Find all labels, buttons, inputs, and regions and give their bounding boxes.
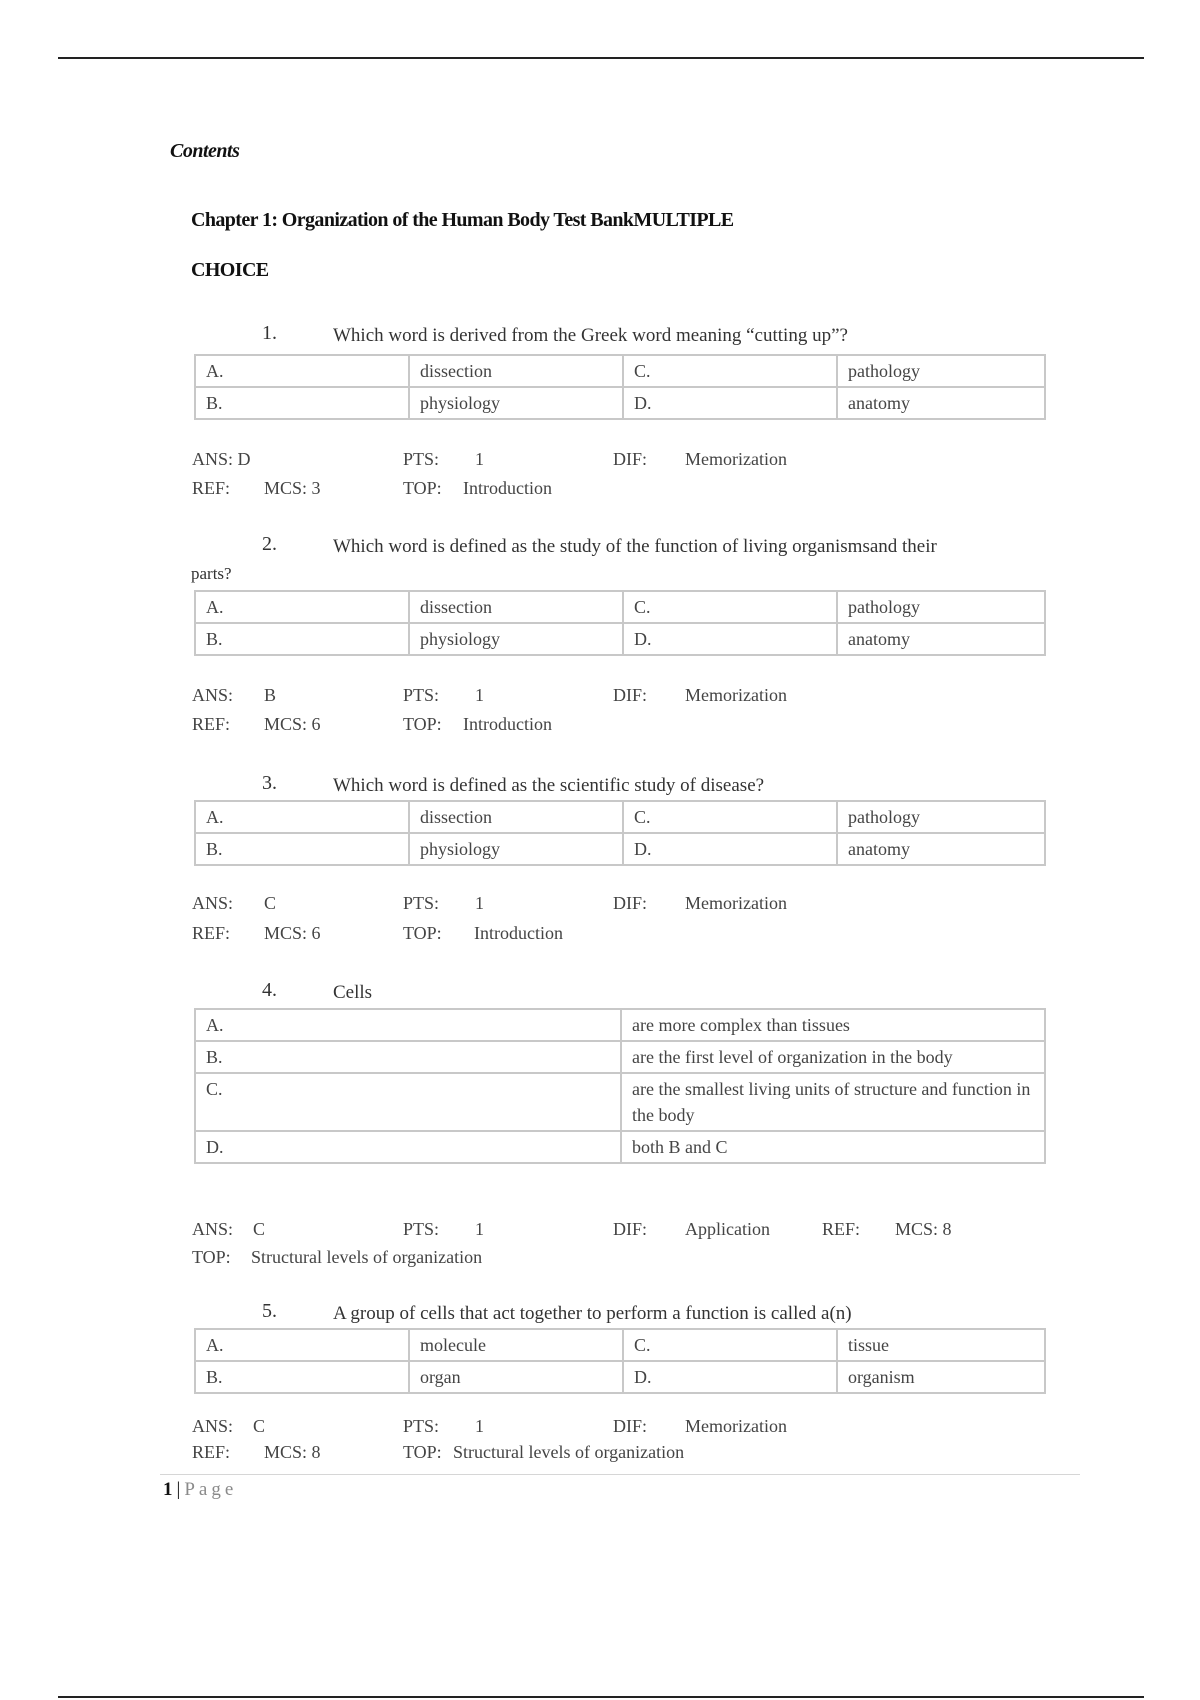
option-label: D. — [623, 387, 837, 419]
option-label: A. — [195, 591, 409, 623]
answer: B — [264, 685, 277, 705]
option-text: are the first level of organization in the body — [621, 1041, 1045, 1073]
points: 1 — [475, 449, 484, 469]
question-number: 2. — [262, 533, 277, 555]
reference-label: REF: — [192, 1442, 231, 1462]
option-label: D. — [195, 1131, 621, 1163]
reference: MCS: 8 — [895, 1219, 952, 1239]
options-table — [194, 590, 1046, 656]
difficulty-label: DIF: — [613, 893, 648, 913]
difficulty-label: DIF: — [613, 1219, 648, 1239]
option-label: B. — [195, 1041, 621, 1073]
points: 1 — [475, 1416, 484, 1436]
points: 1 — [475, 893, 484, 913]
question-number: 4. — [262, 979, 277, 1001]
options-row — [195, 591, 1045, 623]
reference: MCS: 6 — [264, 923, 321, 943]
reference: MCS: 6 — [264, 714, 321, 734]
difficulty-label: DIF: — [613, 449, 648, 469]
topic-label: TOP: — [192, 1247, 231, 1267]
topic: Structural levels of organization — [251, 1247, 483, 1267]
question-text: Cells — [333, 982, 373, 1003]
option-text: anatomy — [837, 623, 1045, 655]
options-row — [195, 833, 1045, 865]
topic-label: TOP: — [403, 478, 442, 498]
reference: MCS: 8 — [264, 1442, 321, 1462]
topic: Structural levels of organization — [453, 1442, 685, 1462]
option-label: B. — [195, 833, 409, 865]
topic-label: TOP: — [403, 1442, 442, 1462]
option-text: anatomy — [837, 833, 1045, 865]
difficulty: Memorization — [685, 1416, 787, 1436]
option-label: C. — [195, 1073, 621, 1131]
options-row — [195, 1329, 1045, 1361]
option-text: dissection — [409, 591, 623, 623]
option-text: are the smallest living units of structure and function in the body — [621, 1073, 1045, 1131]
option-text: organ — [409, 1361, 623, 1393]
points-label: PTS: — [403, 449, 440, 469]
option-label: D. — [623, 833, 837, 865]
options-table — [194, 1328, 1046, 1394]
reference-label: REF: — [192, 478, 231, 498]
page-number: 1 — [163, 1479, 173, 1500]
option-label: B. — [195, 1361, 409, 1393]
footer-divider — [160, 1474, 1080, 1475]
bottom-rule — [58, 1696, 1144, 1698]
points-label: PTS: — [403, 1219, 440, 1239]
page-label: Page — [184, 1479, 238, 1500]
option-text: physiology — [409, 833, 623, 865]
question-number: 3. — [262, 772, 277, 794]
option-text: physiology — [409, 623, 623, 655]
question-number: 1. — [262, 322, 277, 344]
reference-label: REF: — [192, 923, 231, 943]
contents-heading: Contents — [170, 140, 240, 162]
option-label: C. — [623, 591, 837, 623]
option-text: are more complex than tissues — [621, 1009, 1045, 1041]
options-table — [194, 354, 1046, 420]
topic: Introduction — [474, 923, 563, 943]
question-text-continued: parts? — [191, 564, 232, 583]
difficulty-label: DIF: — [613, 685, 648, 705]
answer-label: ANS: — [192, 893, 234, 913]
options-row — [195, 801, 1045, 833]
option-text: both B and C — [621, 1131, 1045, 1163]
reference-label: REF: — [192, 714, 231, 734]
option-text: physiology — [409, 387, 623, 419]
option-label: D. — [623, 623, 837, 655]
page-footer — [163, 1479, 237, 1501]
option-text: anatomy — [837, 387, 1045, 419]
difficulty: Memorization — [685, 685, 787, 705]
option-label: A. — [195, 1009, 621, 1041]
option-text: organism — [837, 1361, 1045, 1393]
answer: C — [253, 1416, 266, 1436]
answer: C — [253, 1219, 266, 1239]
question-text: Which word is defined as the scientific study of disease? — [333, 775, 765, 796]
options-row — [195, 1073, 1045, 1131]
options-row — [195, 623, 1045, 655]
options-table — [194, 800, 1046, 866]
answer-label: ANS: — [192, 1416, 234, 1436]
difficulty: Memorization — [685, 893, 787, 913]
reference-label: REF: — [822, 1219, 861, 1239]
answer: ANS: D — [192, 449, 251, 469]
option-text: molecule — [409, 1329, 623, 1361]
question-number: 5. — [262, 1300, 277, 1322]
option-label: A. — [195, 355, 409, 387]
topic: Introduction — [463, 478, 552, 498]
option-text: tissue — [837, 1329, 1045, 1361]
footer-separator: | — [176, 1479, 181, 1500]
options-table — [194, 1008, 1046, 1164]
options-row — [195, 1131, 1045, 1163]
points-label: PTS: — [403, 685, 440, 705]
option-text: pathology — [837, 801, 1045, 833]
options-row — [195, 355, 1045, 387]
options-row — [195, 387, 1045, 419]
points: 1 — [475, 685, 484, 705]
option-label: C. — [623, 801, 837, 833]
reference: MCS: 3 — [264, 478, 321, 498]
question-text: Which word is derived from the Greek word meaning “cutting up”? — [333, 325, 848, 346]
option-label: D. — [623, 1361, 837, 1393]
topic: Introduction — [463, 714, 552, 734]
option-label: A. — [195, 1329, 409, 1361]
option-text: dissection — [409, 801, 623, 833]
difficulty: Memorization — [685, 449, 787, 469]
difficulty-label: DIF: — [613, 1416, 648, 1436]
options-row — [195, 1009, 1045, 1041]
chapter-title: Chapter 1: Organization of the Human Body Test BankMULTIPLE CHOICE — [191, 209, 734, 281]
options-row — [195, 1361, 1045, 1393]
option-label: B. — [195, 623, 409, 655]
option-label: C. — [623, 355, 837, 387]
question-text: Which word is defined as the study of the function of living organismsand their — [333, 536, 937, 557]
option-text: pathology — [837, 591, 1045, 623]
answer: C — [264, 893, 277, 913]
topic-label: TOP: — [403, 714, 442, 734]
points: 1 — [475, 1219, 484, 1239]
difficulty: Application — [685, 1219, 770, 1239]
answer-label: ANS: — [192, 685, 234, 705]
option-text: pathology — [837, 355, 1045, 387]
option-label: C. — [623, 1329, 837, 1361]
question-text: A group of cells that act together to perform a function is called a(n) — [333, 1303, 852, 1324]
points-label: PTS: — [403, 893, 440, 913]
option-label: A. — [195, 801, 409, 833]
topic-label: TOP: — [403, 923, 442, 943]
options-row — [195, 1041, 1045, 1073]
top-rule — [58, 57, 1144, 59]
option-label: B. — [195, 387, 409, 419]
points-label: PTS: — [403, 1416, 440, 1436]
option-text: dissection — [409, 355, 623, 387]
answer-label: ANS: — [192, 1219, 234, 1239]
